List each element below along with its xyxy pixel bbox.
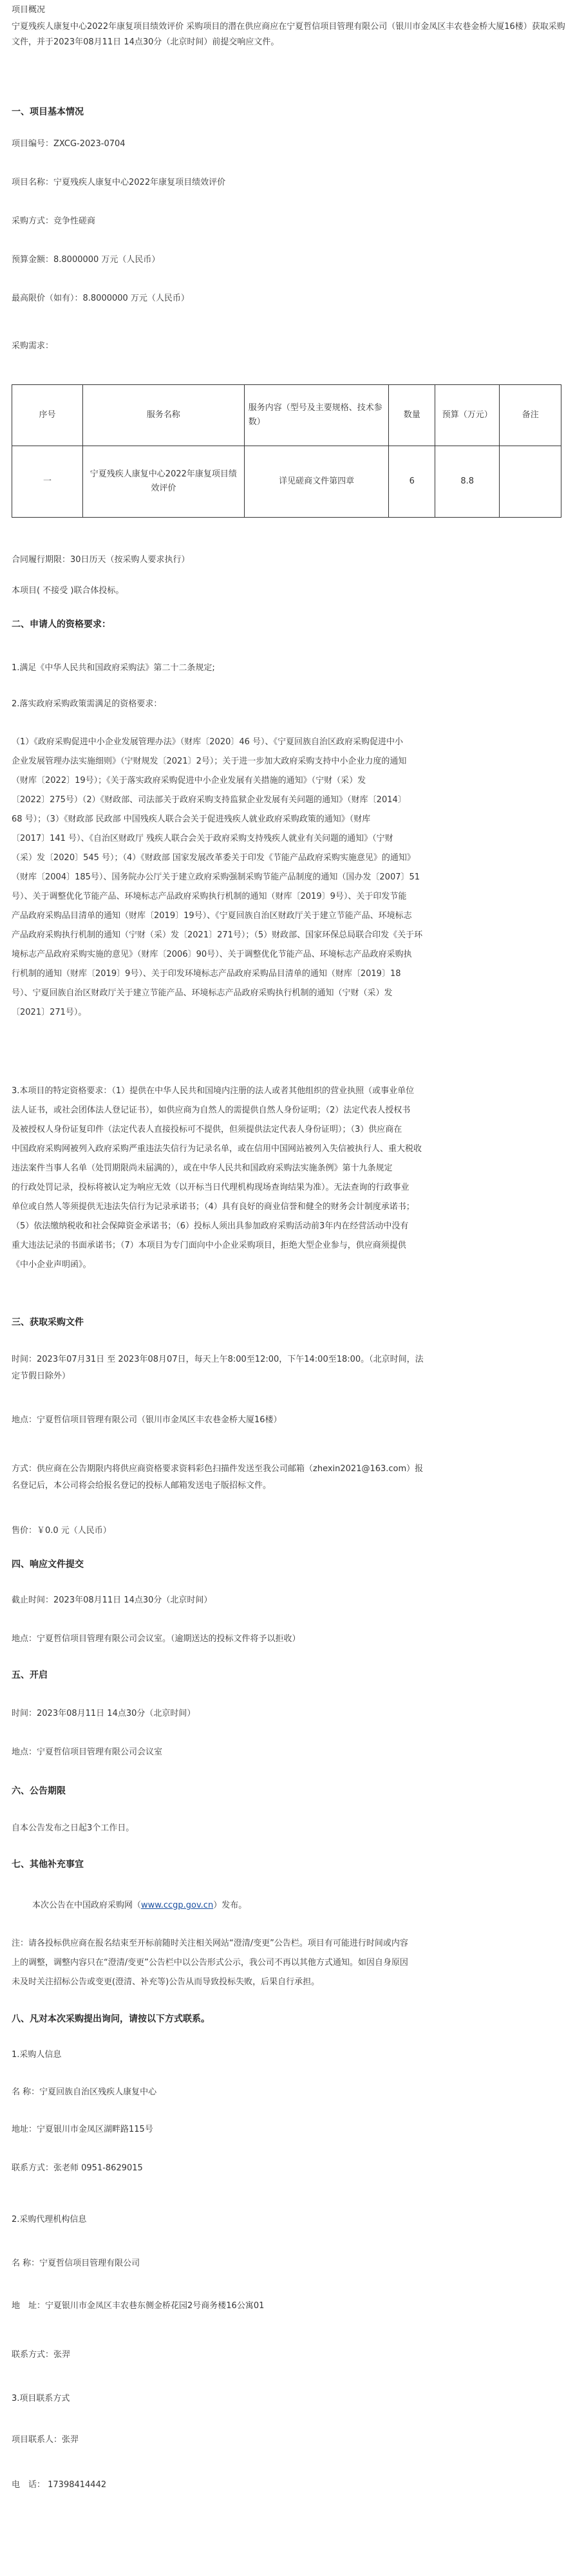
overview-text: 宁夏残疾人康复中心2022年康复项目绩效评价 采购项目的潜在供应商应在宁夏哲信项目管理有限公司（银川市金凤区丰农巷金桥大厦16楼）获取采购文件，并于2023年08月11日 14点30分（北京时间）前提交响应文件。	[12, 22, 565, 47]
obtain-place: 地点：宁夏哲信项目管理有限公司（银川市金凤区丰农巷金桥大厦16楼）	[12, 1415, 282, 1425]
obtain-method-cont: 名登记后，本公司将会给报名登记的投标人邮箱发送电子版招标文件。	[12, 1481, 272, 1490]
publish-notice	[32, 1898, 567, 1913]
notice-period: 自本公告发布之日起3个工作日。	[12, 1823, 135, 1833]
special-line: 3.本项目的特定资格要求：（1）提供在中华人民共和国境内注册的法人或者其他组织的营业执照（或事业单位	[12, 1086, 415, 1096]
table-cell: 详见磋商文件第四章	[244, 446, 389, 518]
buyer-address: 地址：宁夏银川市金凤区湖畔路115号	[12, 2125, 153, 2134]
section4-heading: 四、响应文件提交	[12, 1559, 84, 1570]
section7-heading: 七、其他补充事宜	[12, 1859, 84, 1870]
overview-heading: 项目概况	[12, 5, 46, 15]
table-cell: 宁夏残疾人康复中心2022年康复项目绩效评价	[82, 446, 244, 518]
section2-heading: 二、申请人的资格要求：	[12, 619, 111, 630]
special-line: 单位或自然人等须提供无违法失信行为记录承诺书；（4）具有良好的商业信誉和健全的财务会计制度承诺书；	[12, 1202, 415, 1212]
open-time: 时间：2023年08月11日 14点30分（北京时间）	[12, 1709, 196, 1718]
document-price: 售价：￥0.0 元（人民币）	[12, 1526, 111, 1536]
agent-heading: 2.采购代理机构信息	[12, 2215, 87, 2224]
table-header-row	[12, 385, 561, 446]
ccgp-link[interactable]: www.ccgp.gov.cn	[141, 1901, 214, 1910]
project-contact-person: 项目联系人：张羿	[12, 2435, 79, 2445]
policy-line: 号）、关于调整优化节能产品、环境标志产品政府采购执行机制的通知（财库〔2019〕9号）、关于印发节能	[12, 892, 407, 901]
header-cell: 服务内容（型号及主要规格、技术参数）	[244, 385, 389, 446]
header-cell: 数量	[389, 385, 435, 446]
obtain-time: 时间：2023年07月31日 至 2023年08月07日，每天上午8:00至12:00，下午14:00至18:00。（北京时间，法	[12, 1355, 424, 1364]
policy-line: 号）、宁夏回族自治区财政厅关于建立节能产品、环境标志产品政府采购执行机制的通知（宁财（采）发	[12, 988, 393, 998]
header-cell: 备注	[500, 385, 561, 446]
policy-line: 产品政府采购执行机制的通知（宁财（采）发〔2021〕271号）；（5）财政部、国家环保总局联合印发《关于环	[12, 930, 423, 940]
policy-line: 境标志产品政府采购实施的意见》（财库〔2006〕90号）、关于调整优化节能产品、环境标志产品政府采购执	[12, 950, 412, 959]
buyer-contact: 联系方式：张老师 0951-8629015	[12, 2163, 143, 2173]
submit-deadline: 截止时间：2023年08月11日 14点30分（北京时间）	[12, 1595, 212, 1605]
table-cell: 一	[12, 446, 83, 518]
policy-line: 行机制的通知（财库〔2019〕9号）、关于印发环境标志产品政府采购品目清单的通知（财库〔2019〕18	[12, 969, 401, 979]
policy-line: （1）《政府采购促进中小企业发展管理办法》（财库〔2020〕46 号）、《宁夏回族自治区政府采购促进中小	[12, 737, 404, 747]
requirements-table	[12, 384, 561, 518]
note-line: 上的调整，调整内容只在“澄清/变更”公告栏中以公告形式公示，我公司不再以其他方式通知。如因自身原因	[12, 1958, 408, 1968]
obtain-time-cont: 定节假日除外）	[12, 1371, 71, 1381]
qual-item1: 1.满足《中华人民共和国政府采购法》第二十二条规定;	[12, 663, 215, 673]
policy-line: 〔2022〕275号）（2）《财政部、司法部关于政府采购支持监狱企业发展有关问题的通知》（财库〔2014〕	[12, 795, 406, 805]
project-contact-phone: 电 话： 17398414442	[12, 2480, 107, 2490]
supplement-note	[12, 1934, 572, 1992]
policy-paragraph	[12, 733, 572, 1022]
budget-amount: 预算金额：8.8000000 万元（人民币）	[12, 255, 160, 265]
policy-line: （采）发〔2020〕545 号）；（4）《财政部 国家发展改革委关于印发《节能产品政府采购实施意见》的通知》	[12, 853, 415, 863]
policy-line: 产品政府采购品目清单的通知（财库〔2019〕19号）、《宁夏回族自治区财政厅关于建立节能产品、环境标志	[12, 911, 412, 921]
header-cell: 序号	[12, 385, 83, 446]
section3-heading: 三、获取采购文件	[12, 1317, 84, 1328]
special-line: 《中小企业声明函》。	[12, 1260, 91, 1270]
policy-line: 68 号）；（3）《财政部 民政部 中国残疾人联合会关于促进残疾人就业政府采购政策的通知》（财库	[12, 814, 371, 824]
policy-line: 〔2017〕141 号）、《自治区财政厅 残疾人联合会关于政府采购支持残疾人就业有关问题的通知》（宁财	[12, 834, 393, 843]
note-line: 注：请各投标供应商在报名结束至开标前随时关注相关网站“澄清/变更”公告栏。项目有可能进行时间或内容	[12, 1939, 408, 1948]
special-line: 及被授权人身份证复印件（法定代表人直接投标可不提供，但须提供法定代表人身份证明）；（3）供应商在	[12, 1125, 402, 1134]
buyer-name: 名 称：宁夏回族自治区残疾人康复中心	[12, 2087, 157, 2097]
special-line: （5）依法缴纳税收和社会保障资金承诺书；（6）投标人须出具参加政府采购活动前3年内在经营活动中没有	[12, 1221, 409, 1231]
special-qualification-paragraph	[12, 1082, 572, 1275]
section8-heading: 八、凡对本次采购提出询问，请按以下方式联系。	[12, 2014, 210, 2024]
project-contact-heading: 3.项目联系方式	[12, 2394, 70, 2403]
special-line: 的行政处罚记录，投标将被认定为响应无效（以开标当日代理机构现场查询结果为准）。无法查询的行政事业	[12, 1183, 410, 1192]
policy-line: 企业发展管理办法实施细则》（宁财规发〔2021〕2号）；关于进一步加大政府采购支持中小企业力度的通知	[12, 757, 407, 766]
section1-heading: 一、项目基本情况	[12, 107, 84, 117]
consortium: 本项目( 不接受 )联合体投标。	[12, 586, 124, 596]
table-cell: 8.8	[435, 446, 500, 518]
agent-contact: 联系方式：张羿	[12, 2350, 71, 2360]
section5-heading: 五、开启	[12, 1670, 48, 1680]
special-line: 重大违法记录的书面承诺书；（7）本项目为专门面向中小企业采购项目，拒绝大型企业参与，供应商须提供	[12, 1241, 406, 1250]
special-line: 违法案件当事人名单（处罚期限尚未届满的），或在中华人民共和国政府采购法实施条例》第十九条规定	[12, 1163, 393, 1173]
agent-name: 名 称：宁夏哲信项目管理有限公司	[12, 2259, 140, 2268]
publish-suffix: ）发布。	[213, 1901, 247, 1910]
header-cell: 服务名称	[82, 385, 244, 446]
qual-item2: 2.落实政府采购政策需满足的资格要求：	[12, 699, 162, 709]
header-cell: 预算（万元）	[435, 385, 500, 446]
table-cell	[500, 446, 561, 518]
policy-line: 〔2021〕271号）。	[12, 1008, 87, 1017]
max-price: 最高限价（如有）：8.8000000 万元（人民币）	[12, 294, 189, 303]
section6-heading: 六、公告期限	[12, 1786, 66, 1796]
table-row	[12, 446, 561, 518]
table-cell: 6	[389, 446, 435, 518]
procurement-method: 采购方式：竞争性磋商	[12, 216, 96, 226]
buyer-heading: 1.采购人信息	[12, 2050, 62, 2060]
open-place: 地点：宁夏哲信项目管理有限公司会议室	[12, 1747, 163, 1757]
project-no: 项目编号：ZXCG-2023-0704	[12, 139, 126, 149]
demand-label: 采购需求：	[12, 341, 54, 351]
agent-address: 地 址：宁夏银川市金凤区丰农巷东侧金桥花园2号商务楼16公寓01	[12, 2301, 265, 2311]
submit-place: 地点：宁夏哲信项目管理有限公司会议室。（逾期送达的投标文件将予以拒收）	[12, 1634, 301, 1644]
note-line: 未及时关注招标公告或变更(澄清、补充等)公告从而导致投标失败，后果自行承担。	[12, 1977, 320, 1987]
policy-line: （财库〔2022〕19号）；《关于落实政府采购促进中小企业发展有关措施的通知》（宁财（采）发	[12, 776, 366, 785]
contract-period: 合同履行期限：30日历天（按采购人要求执行）	[12, 555, 190, 565]
special-line: 法人证书，或社会团体法人登记证书），如供应商为自然人的需提供自然人身份证明；（2）法定代表人授权书	[12, 1105, 411, 1115]
publish-prefix: 本次公告在中国政府采购网（	[32, 1901, 142, 1910]
special-line: 中国政府采购网被列入政府采购严重违法失信行为记录名单，或在信用中国网站被列入失信被执行人、重大税收	[12, 1144, 422, 1154]
policy-line: （财库〔2004〕185号）、国务院办公厅关于建立政府采购强制采购节能产品制度的通知（国办发〔2007〕51	[12, 872, 420, 882]
obtain-method: 方式：供应商在公告期限内将供应商资格要求资料彩色扫描件发送至我公司邮箱（zhexin2021@163.com）报	[12, 1464, 424, 1474]
project-name: 项目名称：宁夏残疾人康复中心2022年康复项目绩效评价	[12, 178, 226, 187]
